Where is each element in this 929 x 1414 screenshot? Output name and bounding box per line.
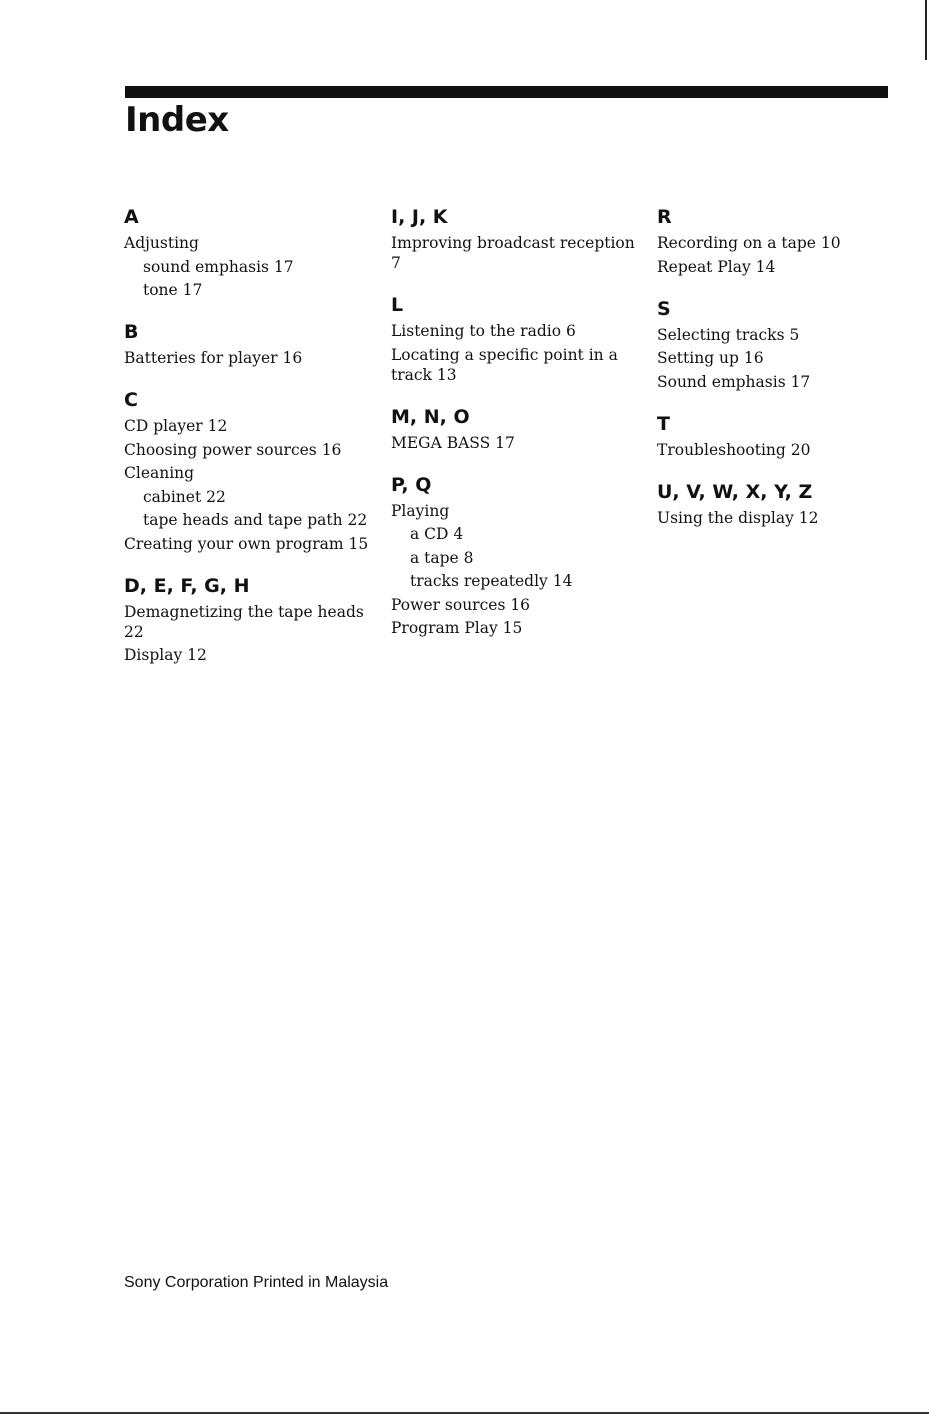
index-entry: Troubleshooting 20: [657, 440, 811, 459]
title-rule: [125, 86, 888, 98]
index-column-3: [657, 205, 857, 548]
section-letter-heading: S: [657, 297, 671, 320]
index-entry: Selecting tracks 5: [657, 325, 800, 344]
index-entry: Improving broadcast reception 7: [391, 234, 635, 272]
index-subentry: a tape 8: [410, 548, 474, 567]
index-subentry: a CD 4: [410, 525, 464, 543]
index-entry: Display 12: [124, 646, 207, 664]
index-entry: Setting up 16: [657, 349, 764, 367]
section-letter-heading: L: [391, 294, 404, 316]
footer-text: Sony Corporation Printed in Malaysia: [124, 1274, 389, 1291]
index-entry: CD player 12: [124, 417, 228, 435]
index-section: [391, 405, 646, 453]
index-section: [391, 293, 646, 385]
index-section: [124, 388, 379, 554]
index-entry: Cleaning: [124, 464, 195, 482]
index-column-2: [391, 205, 646, 658]
index-entry: Demagnetizing the tape heads 22: [124, 602, 364, 641]
section-letter-heading: T: [657, 412, 670, 435]
index-section: [657, 412, 857, 460]
index-subentry: tone 17: [143, 281, 203, 299]
index-entry: Sound emphasis 17: [657, 372, 811, 391]
section-letter-heading: I, J, K: [391, 206, 448, 228]
index-entry: Program Play 15: [391, 619, 523, 637]
index-section: [124, 574, 379, 666]
index-entry: Locating a specific point in a track 13: [391, 345, 618, 384]
index-subentry: tracks repeatedly 14: [410, 572, 573, 590]
section-letter-heading: A: [124, 206, 139, 228]
edge-mark: [925, 0, 927, 60]
index-entry: Choosing power sources 16: [124, 440, 342, 459]
index-entry: Using the display 12: [657, 508, 819, 527]
index-section: [391, 205, 646, 273]
section-letter-heading: R: [657, 206, 672, 228]
index-subentry: sound emphasis 17: [143, 257, 294, 276]
page-title: Index: [125, 100, 229, 140]
index-entry: MEGA BASS 17: [391, 433, 515, 452]
index-section: [124, 320, 379, 368]
index-entry: Recording on a tape 10: [657, 234, 841, 252]
index-column-1: [124, 205, 379, 685]
index-section: [657, 297, 857, 392]
index-section: [391, 473, 646, 639]
index-entry: Repeat Play 14: [657, 257, 776, 276]
index-entry: Creating your own program 15: [124, 534, 369, 553]
index-section: [657, 205, 857, 277]
section-letter-heading: M, N, O: [391, 405, 470, 428]
section-letter-heading: P, Q: [391, 473, 432, 496]
section-letter-heading: U, V, W, X, Y, Z: [657, 480, 813, 503]
index-entry: Adjusting: [124, 234, 199, 252]
index-subentry: cabinet 22: [143, 487, 226, 506]
section-letter-heading: C: [124, 389, 138, 411]
index-entry: Batteries for player 16: [124, 349, 303, 367]
index-section: [124, 205, 379, 300]
section-letter-heading: B: [124, 321, 139, 343]
index-entry: Playing: [391, 501, 450, 520]
index-entry: Power sources 16: [391, 595, 531, 614]
index-subentry: tape heads and tape path 22: [143, 511, 368, 529]
index-entry: Listening to the radio 6: [391, 322, 576, 340]
index-section: [657, 480, 857, 528]
section-letter-heading: D, E, F, G, H: [124, 574, 250, 597]
